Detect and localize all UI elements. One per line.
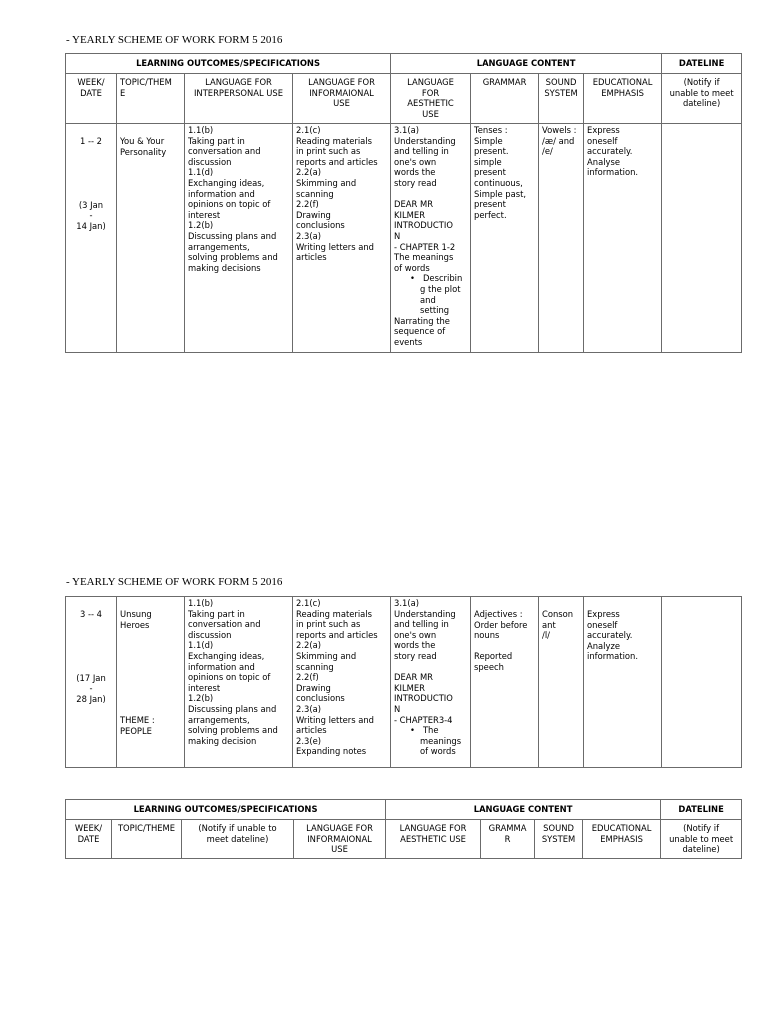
- bullet-text-line: meanings: [420, 735, 462, 746]
- table-row: [66, 597, 742, 768]
- text-line: Analyze: [587, 640, 621, 651]
- text-line: Discussing plans and: [188, 703, 277, 714]
- text-line: articles: [296, 725, 327, 736]
- bullet-text-line: g the plot: [420, 283, 461, 294]
- group-header-content: LANGUAGE CONTENT: [391, 54, 662, 74]
- grammar-cell: [471, 124, 539, 353]
- text-line: Taking part in: [188, 135, 245, 146]
- text-line: DEAR MR: [394, 672, 433, 683]
- text-line: Reported: [474, 651, 513, 662]
- text-line: /e/: [542, 146, 553, 157]
- text-line: 3.1(a): [394, 598, 419, 608]
- text-line: Exchanging ideas,: [188, 650, 265, 661]
- text-line: Analyse: [587, 156, 621, 167]
- text-line: Drawing: [296, 209, 331, 220]
- col-header-informational: LANGUAGE FOR INFORMAIONAL USE: [294, 820, 386, 859]
- text-line: story read: [394, 650, 437, 661]
- text-line: Taking part in: [188, 608, 245, 619]
- text-line: of words: [394, 262, 430, 273]
- text-line: arrangements,: [188, 714, 250, 725]
- text-line: sequence of: [394, 326, 446, 337]
- text-line: 1.1(d): [188, 167, 214, 178]
- text-line: articles: [296, 252, 327, 263]
- text-line: 3.1(a): [394, 125, 420, 135]
- educational-cell: [584, 597, 662, 768]
- col-header-interpersonal: LANGUAGE FOR INTERPERSONAL USE: [185, 74, 293, 124]
- text-line: arrangements,: [188, 241, 250, 252]
- text-line: 1.2(b): [188, 220, 214, 231]
- text-line: Expanding notes: [296, 746, 367, 757]
- text-line: perfect.: [474, 209, 507, 220]
- col-header-week: WEEK/ DATE: [66, 820, 112, 859]
- text-line: 2.2(f): [296, 672, 319, 683]
- text-line: The meanings: [394, 252, 454, 263]
- aesthetic-cell: [391, 124, 471, 353]
- col-header-dateline: (Notify if unable to meet dateline): [661, 820, 742, 859]
- table-row: [66, 124, 742, 353]
- bullet-text-line: of words: [420, 746, 456, 757]
- text-line: continuous,: [474, 177, 523, 188]
- text-line: 1.1(b): [188, 125, 214, 135]
- text-line: information.: [587, 167, 639, 178]
- informational-cell: [293, 597, 391, 768]
- text-line: accurately.: [587, 146, 633, 157]
- scheme-table-3: [65, 799, 742, 859]
- dateline-cell: [662, 124, 742, 353]
- grammar-cell: [471, 597, 539, 768]
- educational-cell: [584, 124, 662, 353]
- topic-cell: You & Your Personality: [117, 124, 185, 353]
- text-line: Order before: [474, 619, 528, 630]
- col-header-educational: EDUCATIONAL EMPHASIS: [584, 74, 662, 124]
- col-header-sound: SOUND SYSTEM: [539, 74, 584, 124]
- text-line: Exchanging ideas,: [188, 177, 265, 188]
- text-line: 2.1(c): [296, 125, 321, 135]
- text-line: DEAR MR: [394, 199, 434, 210]
- text-line: Writing letters and: [296, 241, 374, 252]
- text-line: present: [474, 199, 506, 210]
- text-line: one's own: [394, 629, 437, 640]
- text-line: Tenses :: [474, 125, 508, 135]
- text-line: Writing letters and: [296, 714, 374, 725]
- text-line: interest: [188, 682, 221, 693]
- text-line: 2.2(f): [296, 199, 319, 210]
- doc-title-2: - YEARLY SCHEME OF WORK FORM 5 2016: [66, 576, 283, 588]
- text-line: one's own: [394, 156, 437, 167]
- text-line: KILMER: [394, 209, 426, 220]
- text-line: words the: [394, 167, 436, 178]
- text-line: and telling in: [394, 619, 449, 630]
- text-line: opinions on topic of: [188, 672, 271, 683]
- bullet-dot-icon: •: [410, 725, 423, 736]
- interpersonal-cell: [185, 597, 293, 768]
- text-line: Express: [587, 125, 620, 135]
- text-line: words the: [394, 640, 436, 651]
- group-header-content: LANGUAGE CONTENT: [386, 800, 661, 820]
- text-line: oneself: [587, 619, 618, 630]
- text-line: accurately.: [587, 630, 633, 641]
- doc-title-1: - YEARLY SCHEME OF WORK FORM 5 2016: [66, 34, 283, 46]
- text-line: Express: [587, 609, 620, 619]
- text-line: making decision: [188, 735, 257, 746]
- topic-cell: Unsung Heroes THEME : PEOPLE: [117, 597, 185, 768]
- text-line: conversation and: [188, 619, 261, 630]
- text-line: in print such as: [296, 146, 361, 157]
- text-line: discussion: [188, 156, 232, 167]
- text-line: /l/: [542, 630, 550, 641]
- text-line: Simple: [474, 135, 503, 146]
- bullet-item: [394, 273, 467, 315]
- week-date-cell: 1 -- 2 (3 Jan - 14 Jan): [66, 124, 117, 353]
- text-line: conclusions: [296, 693, 345, 704]
- text-line: story read: [394, 177, 437, 188]
- text-line: conclusions: [296, 220, 345, 231]
- text-line: - CHAPTER 1-2: [394, 241, 456, 252]
- text-line: information and: [188, 188, 255, 199]
- text-line: making decisions: [188, 262, 261, 273]
- aesthetic-cell: [391, 597, 471, 768]
- col-header-grammar: GRAMMA R: [481, 820, 535, 859]
- text-line: Reading materials: [296, 608, 372, 619]
- col-header-sound: SOUND SYSTEM: [535, 820, 583, 859]
- text-line: in print such as: [296, 619, 361, 630]
- text-line: simple: [474, 156, 502, 167]
- col-header-aesthetic: LANGUAGE FOR AESTHETIC USE: [391, 74, 471, 124]
- scheme-table-1: [65, 53, 742, 353]
- col-header-informational: LANGUAGE FOR INFORMAIONAL USE: [293, 74, 391, 124]
- week-date-cell: 3 -- 4 (17 Jan - 28 Jan): [66, 597, 117, 768]
- text-line: Skimming and: [296, 177, 357, 188]
- text-line: and telling in: [394, 146, 449, 157]
- text-line: 2.3(e): [296, 735, 322, 746]
- text-line: present.: [474, 146, 509, 157]
- text-line: reports and articles: [296, 156, 378, 167]
- text-line: opinions on topic of: [188, 199, 271, 210]
- group-header-dateline: DATELINE: [661, 800, 742, 820]
- bullet-item: [394, 725, 467, 757]
- text-line: events: [394, 336, 423, 347]
- col-header-notify: (Notify if unable to meet dateline): [182, 820, 294, 859]
- text-line: conversation and: [188, 146, 261, 157]
- text-line: Drawing: [296, 682, 331, 693]
- bullet-text-line: setting: [420, 305, 450, 316]
- informational-cell: [293, 124, 391, 353]
- sound-cell: [539, 597, 584, 768]
- text-line: 1.1(d): [188, 640, 214, 651]
- text-line: oneself: [587, 135, 618, 146]
- text-line: discussion: [188, 629, 232, 640]
- interpersonal-cell: [185, 124, 293, 353]
- text-line: present: [474, 167, 506, 178]
- text-line: scanning: [296, 188, 334, 199]
- text-line: - CHAPTER3-4: [394, 714, 453, 725]
- text-line: INTRODUCTIO: [394, 220, 453, 231]
- text-line: interest: [188, 209, 221, 220]
- bullet-text-line: and: [420, 294, 436, 305]
- text-line: ant: [542, 619, 556, 630]
- col-header-topic: TOPIC/THEM E: [117, 74, 185, 124]
- text-line: 2.3(a): [296, 230, 321, 241]
- text-line: solving problems and: [188, 725, 278, 736]
- text-line: information.: [587, 651, 638, 662]
- group-header-outcomes: LEARNING OUTCOMES/SPECIFICATIONS: [66, 800, 386, 820]
- text-line: Understanding: [394, 608, 456, 619]
- scheme-table-2: [65, 596, 742, 768]
- text-line: /æ/ and: [542, 135, 575, 146]
- col-header-week: WEEK/ DATE: [66, 74, 117, 124]
- col-header-educational: EDUCATIONAL EMPHASIS: [583, 820, 661, 859]
- text-line: Simple past,: [474, 188, 527, 199]
- text-line: 2.2(a): [296, 640, 321, 651]
- text-line: Discussing plans and: [188, 230, 277, 241]
- text-line: KILMER: [394, 682, 425, 693]
- text-line: 2.1(c): [296, 598, 321, 608]
- dateline-cell: [662, 597, 742, 768]
- text-line: 1.1(b): [188, 598, 214, 608]
- bullet-text-line: The: [422, 725, 439, 736]
- text-line: Reading materials: [296, 135, 372, 146]
- text-line: Vowels :: [542, 125, 577, 135]
- text-line: INTRODUCTIO: [394, 693, 453, 704]
- text-line: solving problems and: [188, 252, 278, 263]
- text-line: N: [394, 230, 401, 241]
- bullet-dot-icon: •: [410, 273, 423, 284]
- group-header-dateline: DATELINE: [662, 54, 742, 74]
- text-line: speech: [474, 661, 504, 672]
- col-header-grammar: GRAMMAR: [471, 74, 539, 124]
- text-line: N: [394, 703, 401, 714]
- text-line: Understanding: [394, 135, 456, 146]
- text-line: information and: [188, 661, 255, 672]
- text-line: Conson: [542, 609, 574, 619]
- text-line: 2.3(a): [296, 703, 321, 714]
- group-header-outcomes: LEARNING OUTCOMES/SPECIFICATIONS: [66, 54, 391, 74]
- col-header-aesthetic: LANGUAGE FOR AESTHETIC USE: [386, 820, 481, 859]
- text-line: 1.2(b): [188, 693, 214, 704]
- text-line: scanning: [296, 661, 334, 672]
- text-line: Skimming and: [296, 650, 357, 661]
- text-line: 2.2(a): [296, 167, 321, 178]
- col-header-dateline: (Notify if unable to meet dateline): [662, 74, 742, 124]
- text-line: reports and articles: [296, 629, 378, 640]
- col-header-topic: TOPIC/THEME: [112, 820, 182, 859]
- text-line: nouns: [474, 630, 500, 641]
- bullet-text-line: Describin: [422, 273, 463, 284]
- sound-cell: [539, 124, 584, 353]
- text-line: Adjectives :: [474, 609, 523, 619]
- text-line: Narrating the: [394, 315, 450, 326]
